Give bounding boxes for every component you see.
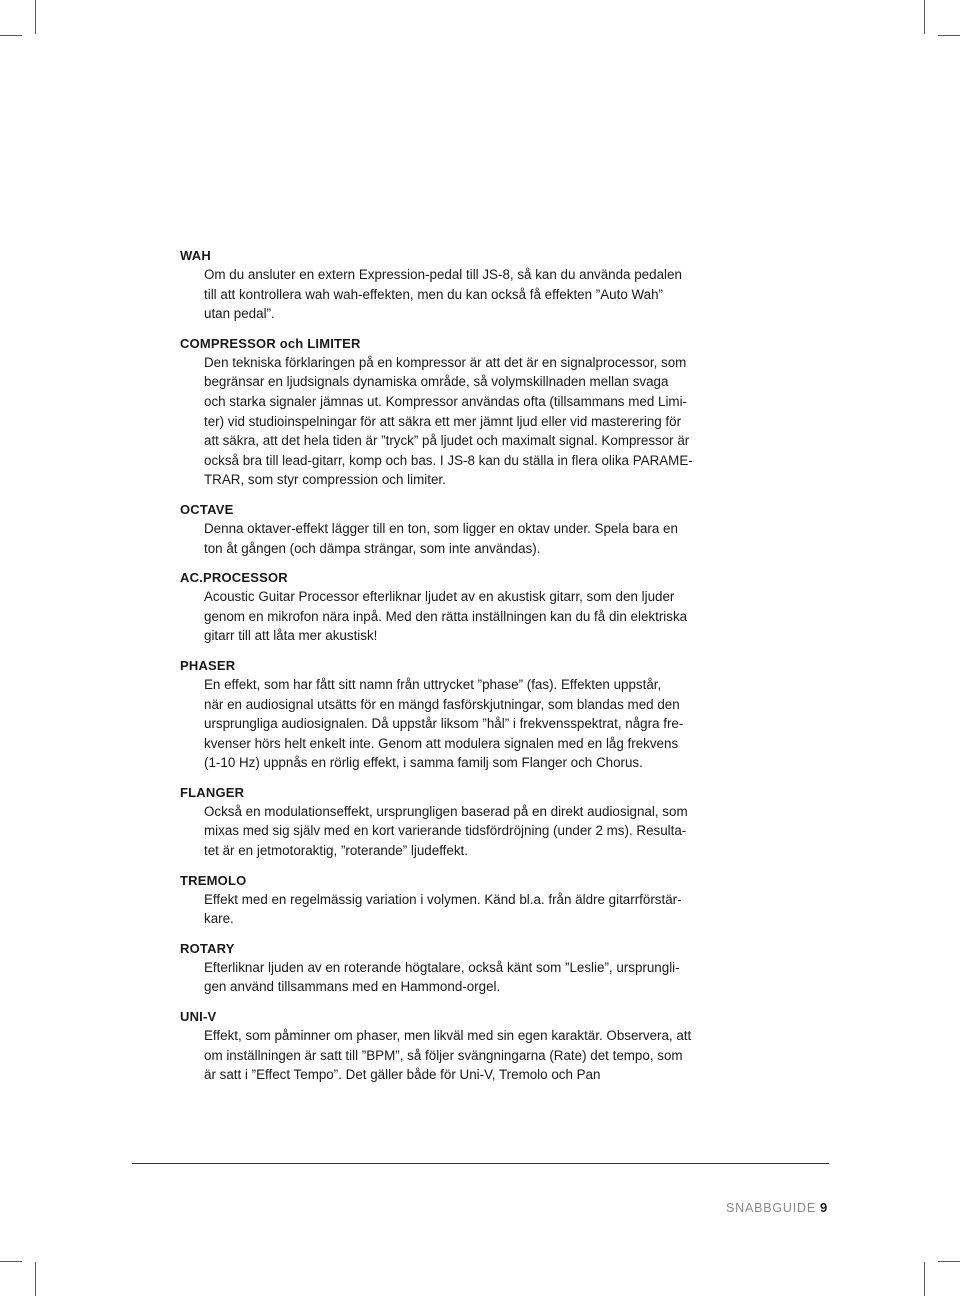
section-octave — [180, 500, 740, 558]
text-line: också bra till lead-gitarr, komp och bas. I JS-8 kan du ställa in flera olika PARAME- — [204, 452, 693, 468]
text-line: om inställningen är satt till ”BPM”, så följer svängningarna (Rate) det tempo, som — [204, 1047, 683, 1063]
text-line: kvenser hörs helt enkelt inte. Genom att modulera signalen med en låg frekvens — [204, 735, 679, 751]
section-heading: FLANGER — [180, 784, 245, 800]
page-number: 9 — [820, 1200, 828, 1215]
text-line: ter) vid studioinspelningar för att säkra ett mer jämnt ljud eller vid masterering för — [204, 413, 682, 429]
crop-mark — [924, 1262, 925, 1296]
section-heading: TREMOLO — [180, 872, 247, 888]
section-rotary — [180, 939, 740, 997]
text-line: att säkra, att det hela tiden är ”tryck” på ljudet och maximalt signal. Kompressor är — [204, 433, 690, 449]
crop-mark — [35, 0, 36, 34]
text-line: kare. — [204, 911, 234, 927]
text-line: och starka signaler jämnas ut. Kompressor användas ofta (tillsammans med Limi- — [204, 393, 688, 409]
text-line: Om du ansluter en extern Expression-pedal till JS-8, så kan du använda pedalen — [204, 267, 682, 282]
text-line: En effekt, som har fått sitt namn från uttrycket ”phase” (fas). Effekten uppstår, — [204, 676, 662, 692]
crop-mark — [0, 1261, 22, 1262]
section-text — [180, 353, 740, 490]
section-text — [180, 802, 740, 861]
text-line: gitarr till att låta mer akustisk! — [204, 628, 378, 644]
text-line: Denna oktaver-effekt lägger till en ton, som ligger en oktav under. Spela bara en — [204, 520, 678, 536]
section-heading: PHASER — [180, 657, 236, 673]
section-heading: COMPRESSOR och LIMITER — [180, 335, 361, 351]
text-line: utan pedal”. — [204, 306, 275, 322]
crop-mark — [924, 0, 925, 34]
text-line: TRAR, som styr compression och limiter. — [204, 472, 446, 488]
section-tremolo — [180, 871, 740, 929]
section-heading: AC.PROCESSOR — [180, 570, 288, 586]
section-text — [180, 958, 740, 997]
section-text — [180, 890, 740, 929]
crop-mark — [938, 1261, 960, 1262]
crop-mark — [0, 35, 22, 36]
text-line: till att kontrollera wah wah-effekten, men du kan också få effekten ”Auto Wah” — [204, 286, 663, 302]
crop-mark — [938, 35, 960, 36]
text-line: Effekt, som påminner om phaser, men likväl med sin egen karaktär. Observera, att — [204, 1028, 692, 1044]
text-line: tet är en jetmotoraktig, ”roterande” ljudeffekt. — [204, 843, 468, 859]
section-heading: ROTARY — [180, 940, 235, 956]
text-line: ursprungliga audiosignalen. Då uppstår liksom ”hål” i frekvensspektrat, några fre- — [204, 716, 684, 732]
section-wah — [180, 246, 740, 324]
text-line: ton åt gången (och dämpa strängar, som inte användas). — [204, 540, 541, 556]
text-line: Den tekniska förklaringen på en kompressor är att det är en signalprocessor, som — [204, 354, 687, 370]
section-ac-processor — [180, 568, 740, 646]
crop-mark — [35, 1262, 36, 1296]
text-line: Acoustic Guitar Processor efterliknar ljudet av en akustisk gitarr, som den ljuder — [204, 589, 675, 605]
section-phaser — [180, 656, 740, 773]
text-line: Efterliknar ljuden av en roterande högtalare, också känt som ”Leslie”, ursprungli- — [204, 959, 680, 975]
text-line: Effekt med en regelmässig variation i volymen. Känd bl.a. från äldre gitarrförstär- — [204, 891, 682, 907]
section-uni-v — [180, 1007, 740, 1085]
section-heading: WAH — [180, 248, 211, 263]
text-line: Också en modulationseffekt, ursprungligen baserad på en direkt audiosignal, som — [204, 803, 688, 819]
footer-divider — [132, 1163, 829, 1164]
section-text — [180, 519, 740, 558]
section-text — [180, 587, 740, 646]
section-text — [180, 675, 740, 773]
section-heading: OCTAVE — [180, 501, 234, 517]
section-heading: UNI-V — [180, 1009, 217, 1025]
text-line: är satt i ”Effect Tempo”. Det gäller både för Uni-V, Tremolo och Pan — [204, 1067, 601, 1083]
section-compressor — [180, 334, 740, 490]
text-line: när en audiosignal utsätts för en mängd fasförskjutningar, som blandas med den — [204, 696, 680, 712]
text-line: mixas med sig själv med en kort varierande tidsfördröjning (under 2 ms). Resulta- — [204, 823, 687, 839]
text-line: genom en mikrofon nära inpå. Med den rätta inställningen kan du få din elektriska — [204, 608, 688, 624]
text-line: (1-10 Hz) uppnås en rörlig effekt, i samma familj som Flanger och Chorus. — [204, 755, 643, 771]
text-line: gen använd tillsammans med en Hammond-orgel. — [204, 979, 501, 995]
section-text — [180, 265, 740, 324]
text-line: begränsar en ljudsignals dynamiska område, så volymskillnaden mellan svaga — [204, 374, 669, 390]
document-body — [180, 246, 740, 1095]
footer-label: SNABBGUIDE — [726, 1201, 816, 1215]
section-flanger — [180, 783, 740, 861]
section-text — [180, 1026, 740, 1085]
